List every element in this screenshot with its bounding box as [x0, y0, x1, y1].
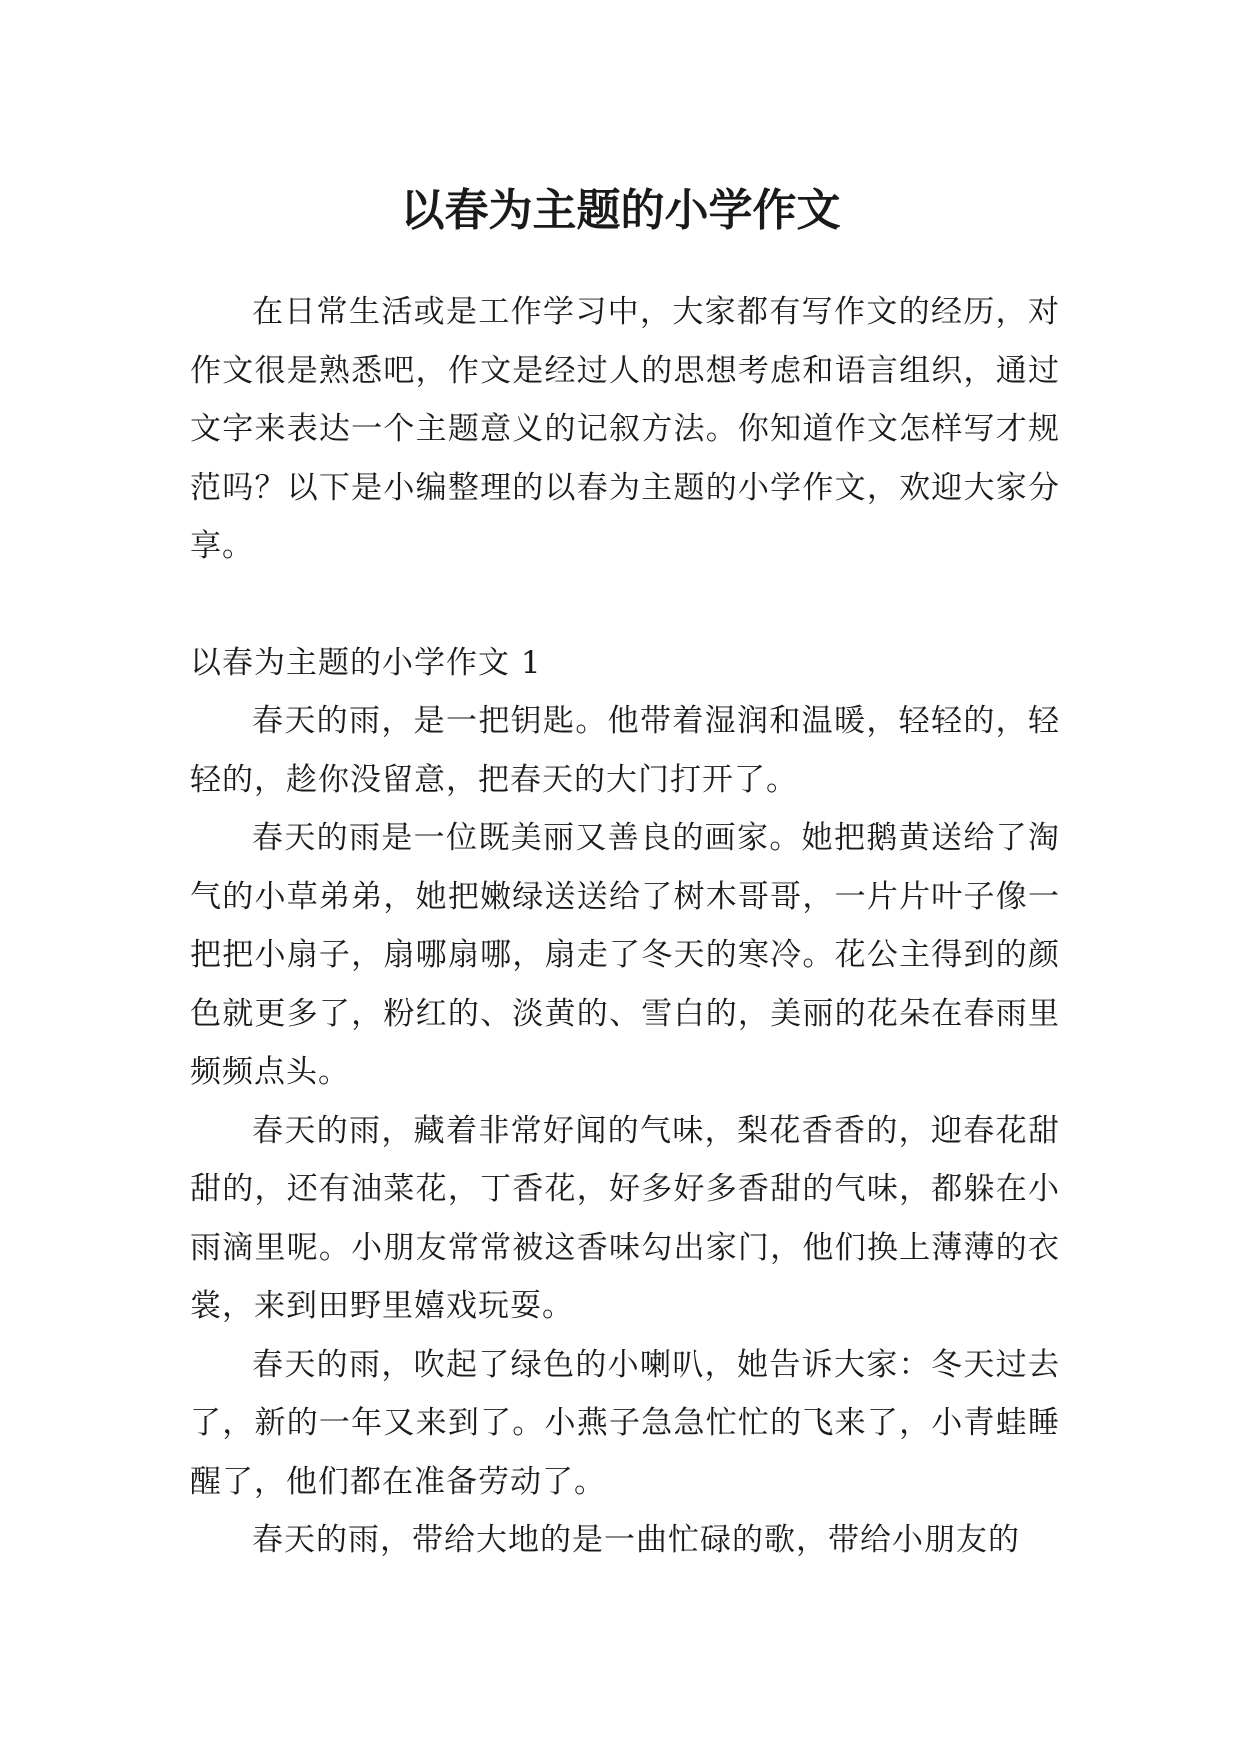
section-heading: 以春为主题的小学作文 1 [190, 644, 542, 681]
body-paragraph: 春天的雨，是一把钥匙。他带着湿润和温暖，轻轻的，轻轻的，趁你没留意，把春天的大门打开了。 [190, 703, 1060, 798]
body-paragraph: 春天的雨，藏着非常好闻的气味，梨花香香的，迎春花甜甜的，还有油菜花，丁香花，好多好多香甜的气味，都躲在小雨滴里呢。小朋友常常被这香味勾出家门，他们换上薄薄的衣裳，来到田野里嬉戏玩耍。 [190, 1112, 1060, 1324]
intro-paragraph: 在日常生活或是工作学习中，大家都有写作文的经历，对作文很是熟悉吧，作文是经过人的思想考虑和语言组织，通过文字来表达一个主题意义的记叙方法。你知道作文怎样写才规范吗？以下是小编整理的以春为主题的小学作文，欢迎大家分享。 [190, 294, 1060, 564]
body-paragraph: 春天的雨，吹起了绿色的小喇叭，她告诉大家：冬天过去了，新的一年又来到了。小燕子急急忙忙的飞来了，小青蛙睡醒了，他们都在准备劳动了。 [190, 1346, 1060, 1500]
document-body [190, 283, 1060, 1570]
document-title: 以春为主题的小学作文 [400, 185, 841, 237]
body-paragraph: 春天的雨是一位既美丽又善良的画家。她把鹅黄送给了淘气的小草弟弟，她把嫩绿送送给了树木哥哥，一片片叶子像一把把小扇子，扇哪扇哪，扇走了冬天的寒冷。花公主得到的颜色就更多了，粉红的、淡黄的、雪白的，美丽的花朵在春雨里频频点头。 [190, 820, 1060, 1090]
body-paragraph: 春天的雨，带给大地的是一曲忙碌的歌，带给小朋友的 [252, 1522, 1020, 1558]
